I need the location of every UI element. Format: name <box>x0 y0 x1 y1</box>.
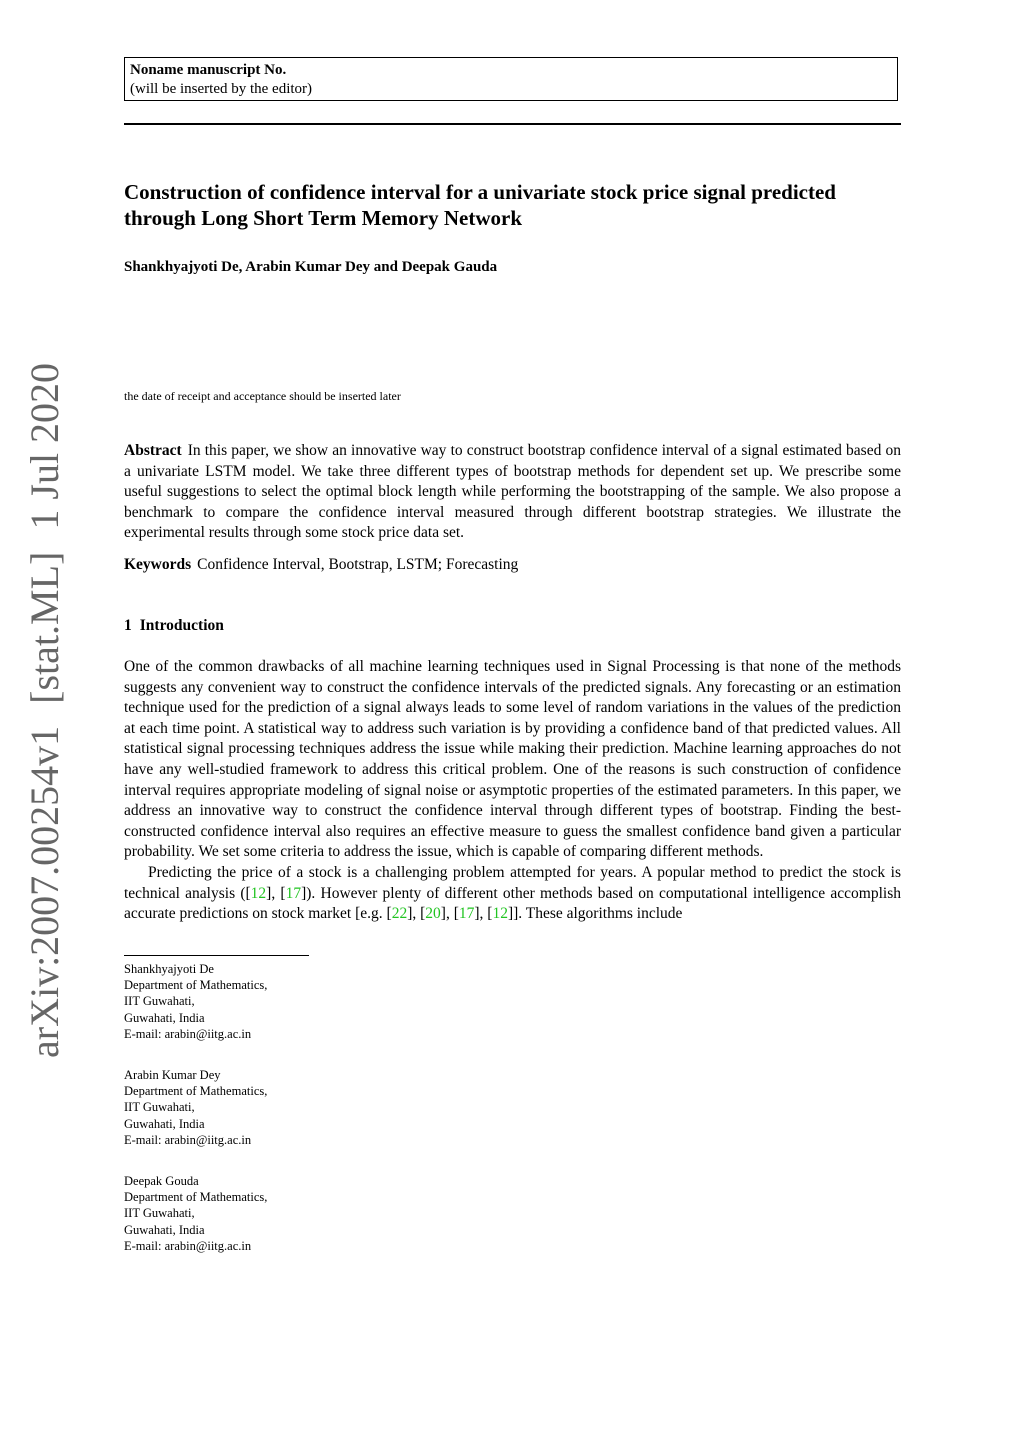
citation-link[interactable]: 17 <box>458 905 475 923</box>
arxiv-date: 1 Jul 2020 <box>22 362 67 530</box>
affiliation-email: E-mail: arabin@iitg.ac.in <box>124 1026 252 1041</box>
citation-link[interactable]: 22 <box>391 905 408 923</box>
paragraph-text: ], [ <box>474 905 493 923</box>
arxiv-sidebar-stamp <box>20 362 70 1058</box>
affiliation-email: E-mail: arabin@iitg.ac.in <box>124 1132 252 1147</box>
editor-note: (will be inserted by the editor) <box>130 81 313 97</box>
paper-title: Construction of confidence interval for a univariate stock price signal predicted through Long Short Term Memory Network <box>124 180 836 230</box>
affiliation-city: Guwahati, India <box>124 1010 205 1025</box>
section-title: Introduction <box>139 617 224 634</box>
citation-link[interactable]: 17 <box>285 884 302 902</box>
affiliation-inst: IIT Guwahati, <box>124 1206 195 1221</box>
keywords-label: Keywords <box>124 556 192 573</box>
receipt-note: the date of receipt and acceptance should be inserted later <box>124 389 401 403</box>
affiliation-inst: IIT Guwahati, <box>124 994 195 1009</box>
citation-link[interactable]: 12 <box>250 884 267 902</box>
header-rule <box>124 123 901 125</box>
intro-paragraph-1: One of the common drawbacks of all machine learning techniques used in Signal Processing is that none of the methods suggests any convenient way to construct the confidence intervals of the predicted signals. Any forecasting or an estimation technique used for the prediction of a signal always leads to some level of random variations in the values of the prediction at each time point. A statistical way to address such variation is by providing a confidence band of that predicted values. All statistical signal processing techniques address the issue while making their prediction. Machine learning approaches do not have any well-studied framework to address this critical problem. One of the reasons is such construction of confidence interval requires appropriate modeling of signal noise or asymptotic properties of the estimated parameters. In this paper, we address an innovative way to construct the confidence interval through different types of bootstrap. Finding the best-constructed confidence interval also requires an effective measure to guess the smallest confidence band given a particular probability. We set some criteria to address the issue, which is capable of comparing different methods. <box>124 658 901 861</box>
arxiv-category: [stat.ML] <box>22 551 67 704</box>
manuscript-header-box <box>124 57 898 101</box>
affiliation-city: Guwahati, India <box>124 1116 205 1131</box>
paragraph-text: Predicting the price of a stock is a challenging problem attempted for years. A popular method to predict the stock is technical analysis ([ <box>124 863 901 902</box>
intro-paragraph-2 <box>124 863 901 925</box>
paragraph-text: ]). However plenty of different other methods based on computational intelligence accomplish accurate predictions on stock market [e.g. [ <box>124 884 901 923</box>
affiliation-name: Arabin Kumar Dey <box>124 1068 221 1082</box>
affiliation-name: Deepak Gouda <box>124 1174 199 1188</box>
arxiv-id: arXiv:2007.00254v1 <box>22 725 67 1058</box>
introduction-body <box>124 657 901 925</box>
footnote-rule <box>124 955 309 956</box>
paragraph-text: ]]. These algorithms include <box>507 905 683 923</box>
affiliation-city: Guwahati, India <box>124 1222 205 1237</box>
abstract-text: In this paper, we show an innovative way to construct bootstrap confidence interval of a signal estimated based on a univariate LSTM model. We take three different types of bootstrap methods for dependent set up. We prescribe some useful suggestions to select the optimal block length while performing the bootstrapping of the sample. We also propose a benchmark to compare the confidence interval measured through different bootstrap strategies. We illustrate the experimental results through some stock price data set. <box>124 442 901 541</box>
author-list: Shankhyajyoti De, Arabin Kumar Dey and Deepak Gauda <box>124 259 498 275</box>
affiliation-dept: Department of Mathematics, <box>124 1190 268 1205</box>
keywords-text: Confidence Interval, Bootstrap, LSTM; Forecasting <box>197 556 519 573</box>
paragraph-text: ], [ <box>407 905 426 923</box>
author-affiliation-1 <box>124 961 267 1042</box>
keywords <box>124 556 901 574</box>
affiliation-email: E-mail: arabin@iitg.ac.in <box>124 1238 252 1253</box>
abstract-label: Abstract <box>124 442 182 459</box>
abstract <box>124 441 901 544</box>
affiliation-dept: Department of Mathematics, <box>124 1084 268 1099</box>
affiliation-name: Shankhyajyoti De <box>124 962 214 976</box>
author-affiliation-3 <box>124 1173 267 1254</box>
section-heading <box>124 617 224 635</box>
paragraph-text: ], [ <box>266 884 286 902</box>
paragraph-text: ], [ <box>440 905 459 923</box>
citation-link[interactable]: 12 <box>492 905 508 923</box>
affiliation-dept: Department of Mathematics, <box>124 978 268 993</box>
citation-link[interactable]: 20 <box>425 905 441 923</box>
section-number: 1 <box>124 617 132 634</box>
affiliation-inst: IIT Guwahati, <box>124 1100 195 1115</box>
author-affiliation-2 <box>124 1067 267 1148</box>
manuscript-number-label: Noname manuscript No. <box>130 62 287 78</box>
